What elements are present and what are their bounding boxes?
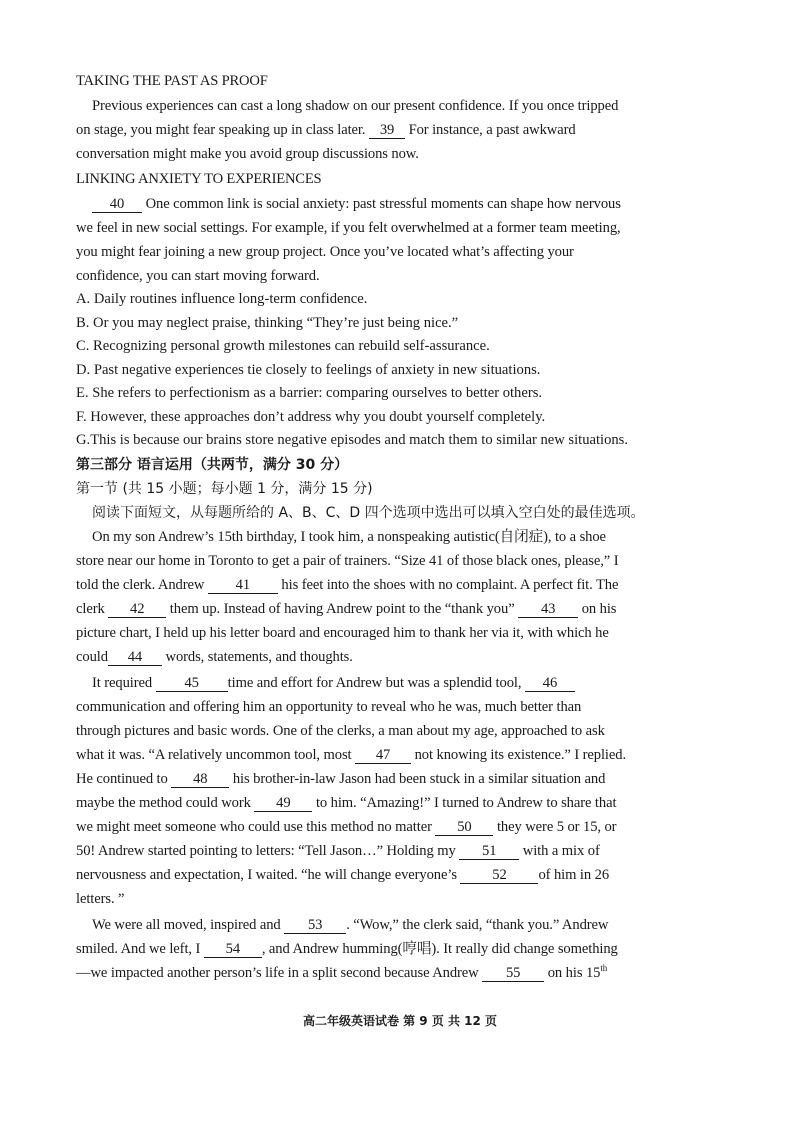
text-line (76, 118, 708, 142)
text-segment: they were 5 or 15, or (496, 818, 617, 835)
text-line (76, 839, 708, 863)
text-line: picture chart, I held up his letter board and encouraged him to thank her via it, with which he (76, 624, 609, 641)
page-content (76, 68, 708, 985)
text-line (76, 645, 708, 669)
option-f: F. However, these approaches don’t address why you doubt yourself completely. (76, 408, 546, 425)
text-line (76, 937, 708, 961)
text-line (76, 815, 708, 839)
text-line (76, 573, 708, 597)
option-e: E. She refers to perfectionism as a barrier: comparing ourselves to better others. (76, 385, 543, 401)
text-segment: —we impacted another person’s life in a split second because Andrew (76, 964, 479, 981)
text-segment: to him. “Amazing!” I turned to Andrew to share that (315, 794, 617, 811)
part3-title: 第三部分 语言运用（共两节，满分 30 分） (76, 456, 349, 473)
text-segment: with a mix of (522, 842, 600, 859)
text-line (76, 913, 708, 937)
text-segment: time and effort for Andrew but was a splendid tool, (227, 674, 522, 691)
text-line: communication and offering him an opportunity to reveal who he was, much better than (76, 698, 582, 715)
text-segment: We were all moved, inspired and (92, 916, 281, 933)
text-segment: For instance, a past awkward (408, 122, 576, 138)
blank-49[interactable]: 49 (254, 795, 312, 812)
blank-39[interactable]: 39 (369, 122, 405, 139)
text-line: we feel in new social settings. For example, if you felt overwhelmed at a former team meeting, (76, 220, 621, 236)
blank-48[interactable]: 48 (171, 771, 229, 788)
blank-54[interactable]: 54 (204, 941, 262, 958)
text-line (76, 671, 708, 695)
blank-43[interactable]: 43 (518, 601, 578, 618)
blank-44[interactable]: 44 (108, 649, 162, 666)
blank-42[interactable]: 42 (108, 601, 166, 618)
text-segment: on stage, you might fear speaking up in class later. (76, 122, 366, 138)
text-segment: clerk (76, 600, 105, 617)
text-line: On my son Andrew’s 15th birthday, I took him, a nonspeaking autistic(自闭症), to a shoe (92, 528, 606, 545)
part3-instruction: 阅读下面短文，从每题所给的 A、B、C、D 四个选项中选出可以填入空白处的最佳选项。 (92, 504, 645, 521)
text-line: Previous experiences can cast a long shadow on our present confidence. If you once tripped (92, 98, 619, 114)
text-segment: of him in 26 (538, 866, 610, 883)
option-c: C. Recognizing personal growth milestones can rebuild self-assurance. (76, 338, 490, 354)
blank-46[interactable]: 46 (525, 675, 575, 692)
text-line: through pictures and basic words. One of the clerks, a man about my age, approached to ask (76, 722, 605, 739)
text-line (76, 743, 708, 767)
text-segment: we might meet someone who could use this method no matter (76, 818, 432, 835)
blank-52[interactable]: 52 (460, 867, 538, 884)
text-line (76, 961, 708, 985)
blank-55[interactable]: 55 (482, 965, 544, 982)
text-line (76, 791, 708, 815)
blank-51[interactable]: 51 (459, 843, 519, 860)
text-segment: could (76, 648, 108, 665)
text-segment: One common link is social anxiety: past stressful moments can shape how nervous (145, 196, 621, 212)
text-segment: what it was. “A relatively uncommon tool, most (76, 746, 352, 763)
blank-45[interactable]: 45 (156, 675, 228, 692)
section-heading-past-as-proof: TAKING THE PAST AS PROOF (76, 73, 268, 89)
text-line: you might fear joining a new group project. Once you’ve located what’s affecting your (76, 244, 574, 260)
text-segment: them up. Instead of having Andrew point to the “thank you” (169, 600, 515, 617)
blank-47[interactable]: 47 (355, 747, 411, 764)
text-segment: his feet into the shoes with no complaint. A perfect fit. The (281, 576, 619, 593)
text-segment: smiled. And we left, I (76, 940, 201, 957)
option-a: A. Daily routines influence long-term confidence. (76, 291, 368, 307)
text-segment: maybe the method could work (76, 794, 251, 811)
text-segment: 50! Andrew started pointing to letters: “Tell Jason…” Holding my (76, 842, 456, 859)
text-segment: words, statements, and thoughts. (165, 648, 353, 665)
part3-subtitle: 第一节 (共 15 小题；每小题 1 分，满分 15 分) (76, 480, 373, 497)
superscript-th: th (600, 962, 608, 973)
text-line (76, 597, 708, 621)
text-line: letters. ” (76, 890, 125, 907)
text-segment: , and Andrew humming(哼唱). It really did change something (261, 940, 618, 957)
text-line: conversation might make you avoid group discussions now. (76, 146, 419, 162)
text-line: confidence, you can start moving forward. (76, 268, 320, 284)
blank-40[interactable]: 40 (92, 196, 142, 213)
text-segment: nervousness and expectation, I waited. “he will change everyone’s (76, 866, 457, 883)
section-heading-linking-anxiety: LINKING ANXIETY TO EXPERIENCES (76, 171, 322, 187)
text-segment: not knowing its existence.” I replied. (414, 746, 627, 763)
text-segment: on his 15 (547, 964, 601, 981)
cloze-passage (76, 525, 708, 985)
text-segment: his brother-in-law Jason had been stuck in a similar situation and (232, 770, 606, 787)
blank-50[interactable]: 50 (435, 819, 493, 836)
text-line (76, 863, 708, 887)
text-segment: He continued to (76, 770, 168, 787)
text-segment: It required (92, 674, 153, 691)
text-segment: told the clerk. Andrew (76, 576, 205, 593)
option-b: B. Or you may neglect praise, thinking “They’re just being nice.” (76, 314, 459, 331)
blank-41[interactable]: 41 (208, 577, 278, 594)
blank-53[interactable]: 53 (284, 917, 346, 934)
text-segment: . “Wow,” the clerk said, “thank you.” Andrew (346, 916, 609, 933)
text-line (76, 192, 708, 216)
option-d: D. Past negative experiences tie closely to feelings of anxiety in new situations. (76, 361, 541, 378)
option-list (76, 288, 708, 453)
text-line: store near our home in Toronto to get a pair of trainers. “Size 41 of those black ones, please,” I (76, 552, 619, 569)
text-segment: on his (581, 600, 617, 617)
option-g: G.This is because our brains store negative episodes and match them to similar new situations. (76, 432, 629, 448)
page-footer: 高二年级英语试卷 第 9 页 共 12 页 (302, 1014, 498, 1028)
text-line (76, 767, 708, 791)
